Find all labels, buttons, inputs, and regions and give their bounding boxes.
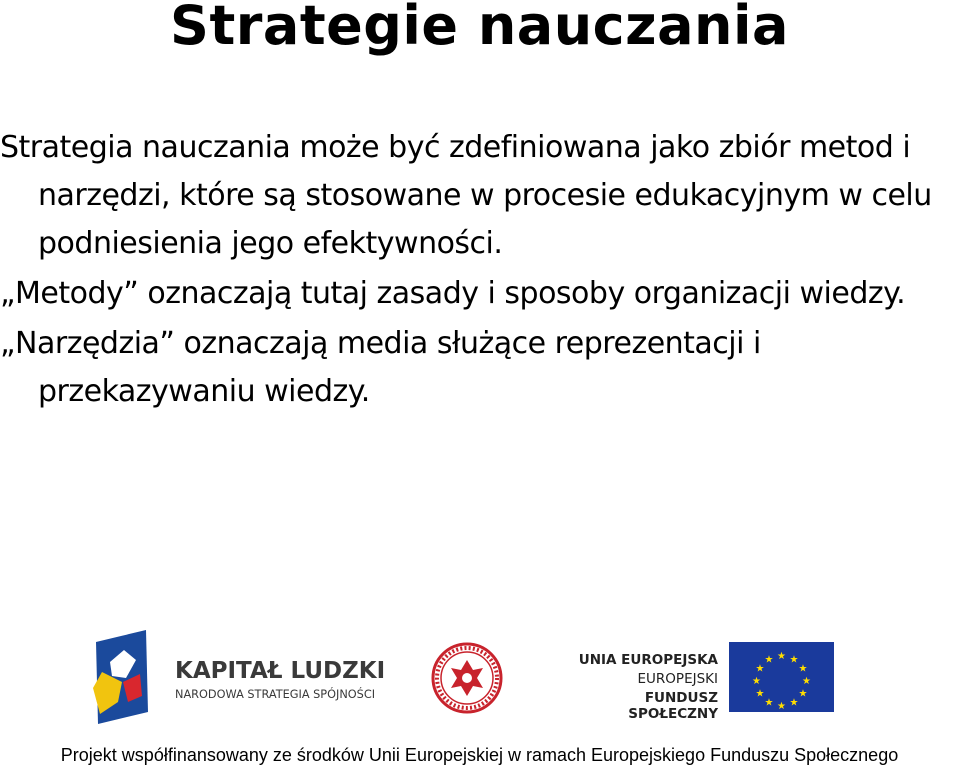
eu-fund-name: FUNDUSZ SPOŁECZNY [628,690,718,722]
paragraph-methods: „Metody” oznaczają tutaj zasady i sposoby organizacji wiedzy. [0,276,906,311]
svg-text:★: ★ [777,701,786,712]
footer-logos [0,618,959,728]
kapital-ludzki-subtitle: NARODOWA STRATEGIA SPÓJNOŚCI [175,688,376,701]
paragraph-tools: „Narzędzia” oznaczają media służące reprezentacji i przekazywaniu wiedzy. [0,326,761,409]
slide-title: Strategie nauczania [170,0,789,57]
svg-text:★: ★ [789,697,799,709]
svg-text:★: ★ [755,663,765,675]
footer-funding-text: Projekt współfinansowany ze środków Unii Europejskiej w ramach Europejskiego Funduszu Społecznego [60,745,899,765]
svg-text:★: ★ [798,688,808,700]
svg-text:★: ★ [752,676,761,687]
svg-text:★: ★ [802,676,811,687]
kapital-ludzki-title: KAPITAŁ LUDZKI [175,658,386,684]
svg-text:★: ★ [764,654,774,666]
svg-text:★: ★ [777,651,786,662]
svg-text:★: ★ [755,688,765,700]
slide-body [0,124,959,416]
university-seal-icon [431,642,503,714]
svg-text:★: ★ [764,697,774,709]
eu-fund-line: EUROPEJSKI [637,671,718,687]
paragraph-definition: Strategia nauczania może być zdefiniowana jako zbiór metod i narzędzi, które są stosowane w procesie edukacyjnym w celu podniesienia jego efektywności. [0,130,932,261]
eu-title: UNIA EUROPEJSKA [578,652,718,668]
kapital-ludzki-flag-icon [90,630,152,725]
svg-text:★: ★ [789,654,799,666]
eu-flag-icon [729,642,834,712]
svg-text:★: ★ [798,663,808,675]
